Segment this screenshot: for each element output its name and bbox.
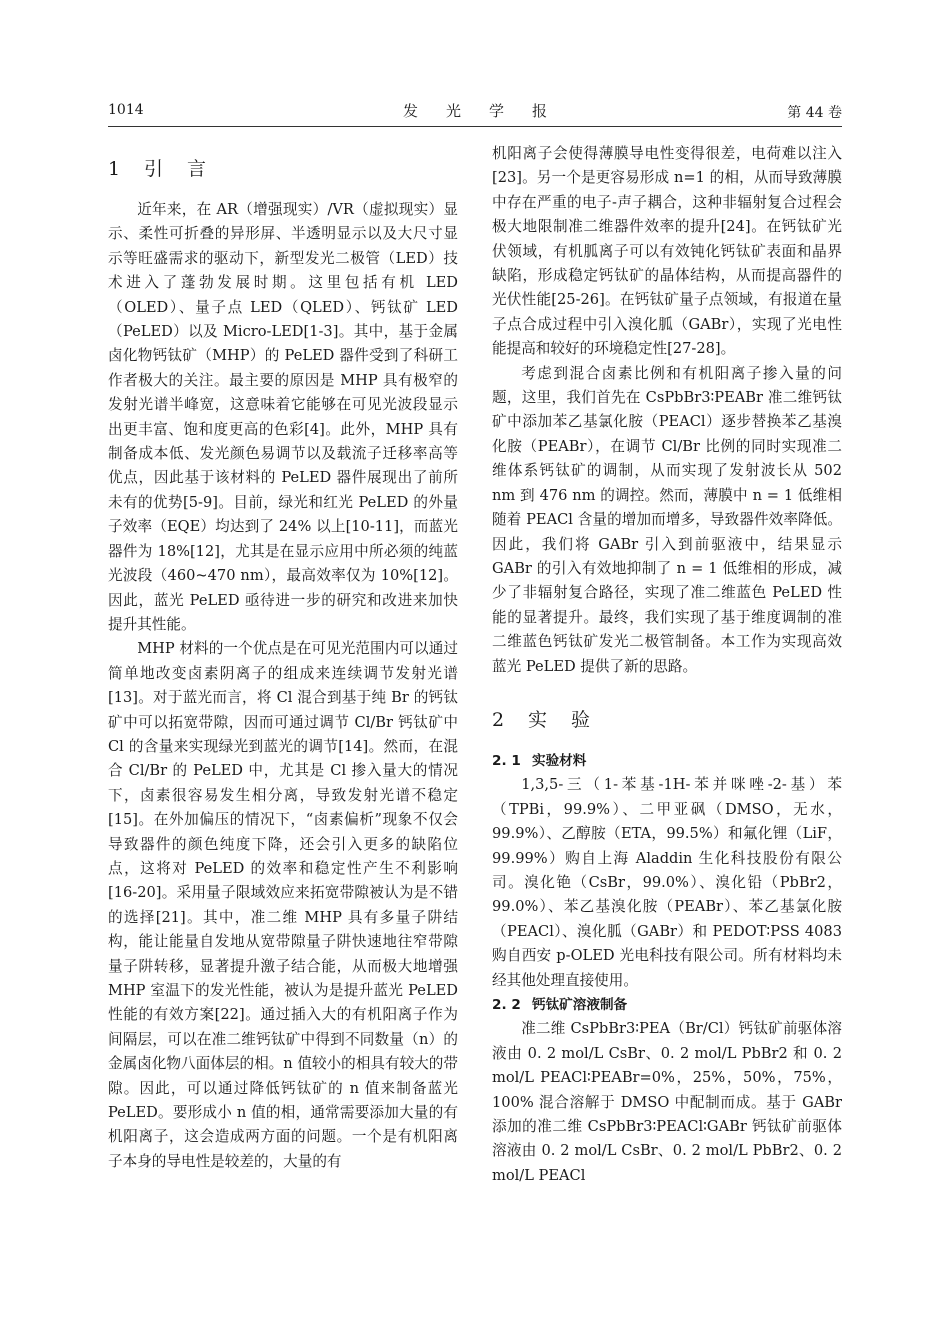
right-column <box>492 142 842 1188</box>
paragraph: 考虑到混合卤素比例和有机阳离子掺入量的问题，这里，我们首先在 CsPbBr3∶PEABr 准二维钙钛矿中添加苯乙基氯化胺（PEACl）逐步替换苯乙基溴化胺（PEABr），在调节 Cl/Br 比例的同时实现准二维体系钙钛矿的调制，从而实现了发射波长从 502 nm 到 476 nm 的调控。然而，薄膜中 n = 1 低维相随着 PEACl 含量的增加而增多，导致器件效率降低。因此，我们将 GABr 引入到前驱液中，结果显示 GABr 的引入有效地抑制了 n = 1 低维相的形成，减少了非辐射复合路径，实现了准二维蓝色 PeLED 性能的显著提升。最终，我们实现了基于维度调制的准二维蓝色钙钛矿发光二极管制备。本工作为实现高效蓝光 PeLED 提供了新的思路。 <box>492 364 842 675</box>
subsection-heading-solution: 2. 2 钙钛矿溶液制备 <box>492 997 628 1013</box>
paragraph: 1,3,5-三（1-苯基-1H-苯并咪唑-2-基）苯（TPBi，99.9%）、二甲亚砜（DMSO，无水，99.9%）、乙醇胺（ETA，99.5%）和氟化锂（LiF，99.99%）购自上海 Aladdin 生化科技股份有限公司。溴化铯（CsBr，99.0%）、溴化铅（PbBr2，99.0%）、苯乙基溴化胺（PEABr）、苯乙基氯化胺（PEACl）、溴化胍（GABr）和 PEDOT∶PSS 4083 购自西安 p-OLED 光电科技有限公司。所有材料均未经其他处理直接使用。 <box>492 776 842 989</box>
page-number: 1014 <box>108 102 144 118</box>
paragraph: 机阳离子会使得薄膜导电性变得很差，电荷难以注入[23]。另一个是更容易形成 n=1 的相，从而导致薄膜中存在严重的电子-声子耦合，这种非辐射复合过程会极大地限制准二维器件效率的提升[24]。在钙钛矿光伏领域，有机胍离子可以有效钝化钙钛矿表面和晶界缺陷，形成稳定钙钛矿的晶体结构，从而提高器件的光伏性能[25-26]。在钙钛矿量子点领域，有报道在量子点合成过程中引入溴化胍（GABr），实现了光电性能提高和较好的环境稳定性[27-28]。 <box>492 145 842 358</box>
volume-label: 第 44 卷 <box>787 105 842 121</box>
journal-name: 发光学报 <box>402 102 575 120</box>
paragraph: MHP 材料的一个优点是在可见光范围内可以通过简单地改变卤素阴离子的组成来连续调节发射光谱[13]。对于蓝光而言，将 Cl 混合到基于纯 Br 的钙钛矿中可以拓宽带隙，因而可通过调节 Cl/Br 钙钛矿中 Cl 的含量来实现绿光到蓝光的调节[14]。然而，在混合 Cl/Br 的 PeLED 中，尤其是 Cl 掺入量大的情况下，卤素很容易发生相分离，导致发射光谱不稳定[15]。在外加偏压的情况下，“卤素偏析”现象不仅会导致器件的颜色纯度下降，还会引入更多的缺陷位点，这将对 PeLED 的效率和稳定性产生不利影响[16-20]。采用量子限域效应来拓宽带隙被认为是不错的选择[21]。其中，准二维 MHP 具有多量子阱结构，能让能量自发地从宽带隙量子阱快速地往窄带隙量子阱转移，显著提升激子结合能，从而极大地增强 MHP 室温下的发光性能，被认为是提升蓝光 PeLED 性能的有效方案[22]。通过插入大的有机阳离子作为间隔层，可以在准二维钙钛矿中得到不同数量（n）的金属卤化物八面体层的相。n 值较小的相具有较大的带隙。因此，可以通过降低钙钛矿的 n 值来制备蓝光 PeLED。要形成小 n 值的相，通常需要添加大量的有机阳离子，这会造成两方面的问题。一个是有机阳离子本身的导电性是较差的，大量的有 <box>108 640 458 1170</box>
section-heading-experiment: 2 实验 <box>492 708 615 731</box>
page-header <box>108 96 842 124</box>
left-column <box>108 142 458 1174</box>
subsection-heading-materials: 2. 1 实验材料 <box>492 752 587 769</box>
paragraph: 近年来，在 AR（增强现实）/VR（虚拟现实）显示、柔性可折叠的异形屏、半透明显示以及大尺寸显示等旺盛需求的驱动下，新型发光二极管（LED）技术进入了蓬勃发展时期。这里包括有机 LED（OLED）、量子点 LED（QLED）、钙钛矿 LED（PeLED）以及 Micro-LED[1-3]。其中，基于金属卤化物钙钛矿（MHP）的 PeLED 器件受到了科研工作者极大的关注。最主要的原因是 MHP 具有极窄的发射光谱半峰宽，这意味着它能够在可见光波段显示出更丰富、饱和度更高的色彩[4]。此外，MHP 具有制备成本低、发光颜色易调节以及载流子迁移率高等优点，因此基于该材料的 PeLED 器件展现出了前所未有的优势[5-9]。目前，绿光和红光 PeLED 的外量子效率（EQE）均达到了 24% 以上[10-11]，而蓝光器件为 18%[12]，尤其是在显示应用中所必须的纯蓝光波段（460~470 nm），最高效率仅为 10%[12]。因此，蓝光 PeLED 亟待进一步的研究和改进来加快提升其性能。 <box>108 201 458 633</box>
paragraph: 准二维 CsPbBr3∶PEA（Br/Cl）钙钛矿前驱体溶液由 0. 2 mol/L CsBr、0. 2 mol/L PbBr2 和 0. 2 mol/L PEACl∶PEABr=0%，25%，50%，75%，100% 混合溶解于 DMSO 中配制而成。基于 GABr 添加的准二维 CsPbBr3∶PEACl∶GABr 钙钛矿前驱体溶液由 0. 2 mol/L CsBr、0. 2 mol/L PbBr2、0. 2 mol/L PEACl <box>492 1020 842 1184</box>
header-rule <box>108 126 842 127</box>
section-heading-introduction: 1 引言 <box>108 158 231 180</box>
